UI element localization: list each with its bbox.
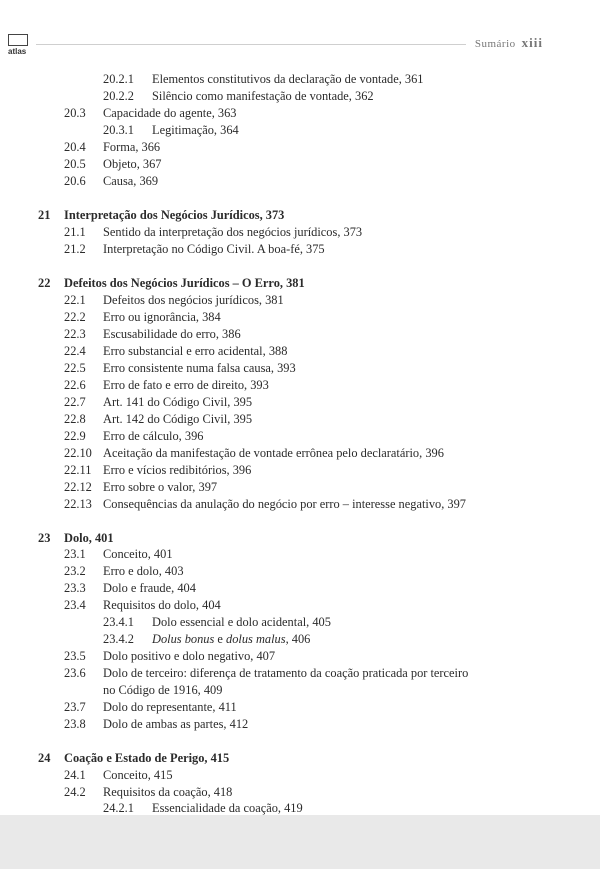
toc-entry-number: 22.4 <box>64 344 86 358</box>
toc-entry-title: Erro de cálculo, 396 <box>103 429 204 443</box>
toc-entry-number: 20.3.1 <box>103 123 134 137</box>
toc-entry-number: 23.5 <box>64 649 86 663</box>
toc-entry-title: Erro ou ignorância, 384 <box>103 310 221 324</box>
toc-entry-number: 24.2.1 <box>103 801 134 815</box>
toc-entry-number: 24.2 <box>64 785 86 799</box>
toc-entry-number: 23.7 <box>64 700 86 714</box>
toc-chapter-title: Defeitos dos Negócios Jurídicos – O Erro, 381 <box>64 276 305 290</box>
toc-entry-number: 23.8 <box>64 717 86 731</box>
toc-entry-title: Aceitação da manifestação de vontade errônea pelo declaratário, 396 <box>103 446 444 460</box>
toc-entry-number: 21.1 <box>64 225 86 239</box>
toc-entry-number: 22.11 <box>64 463 92 477</box>
toc-entry-title: Causa, 369 <box>103 174 159 188</box>
publisher-logo-mark <box>8 34 28 46</box>
toc-entry-title: Dolo de terceiro: diferença de tratamento da coação praticada por terceiro <box>103 666 469 680</box>
toc-entry-number: 20.4 <box>64 140 86 154</box>
toc-chapter-title: Interpretação dos Negócios Jurídicos, 373 <box>64 208 285 222</box>
toc-entry-title: Consequências da anulação do negócio por erro – interesse negativo, 397 <box>103 497 466 511</box>
publisher-logo <box>8 34 30 58</box>
toc-entry-number: 20.5 <box>64 157 86 171</box>
toc-entry-number: 22.10 <box>64 446 92 460</box>
toc-entry-title: Dolo do representante, 411 <box>103 700 237 714</box>
toc-entry-title: Interpretação no Código Civil. A boa-fé, 375 <box>103 242 325 256</box>
toc-entry-title: Capacidade do agente, 363 <box>103 106 237 120</box>
toc-entry-number: 22.6 <box>64 378 86 392</box>
toc-entry-title-mid: e <box>214 632 227 646</box>
toc-entry-title: Dolo e fraude, 404 <box>103 581 196 595</box>
toc-entry-number: 22.1 <box>64 293 86 307</box>
toc-entry-title-italic: dolus malus <box>226 632 286 646</box>
toc-entry-title: Dolo de ambas as partes, 412 <box>103 717 249 731</box>
toc-chapter-title: Coação e Estado de Perigo, 415 <box>64 751 230 765</box>
toc-entry-title: Erro sobre o valor, 397 <box>103 480 218 494</box>
page-number: xiii <box>521 35 543 50</box>
toc-entry-title-tail: , 406 <box>285 632 311 646</box>
toc-entry-title: Defeitos dos negócios jurídicos, 381 <box>103 293 284 307</box>
toc-entry-number: 23.3 <box>64 581 86 595</box>
toc-entry-title: Art. 141 do Código Civil, 395 <box>103 395 253 409</box>
toc-chapter-number: 24 <box>38 751 51 765</box>
toc-entry-number: 23.4.2 <box>103 632 134 646</box>
toc-entry-number: 23.1 <box>64 547 86 561</box>
toc-entry-title: Erro substancial e erro acidental, 388 <box>103 344 288 358</box>
toc-entry-title: Erro e vícios redibitórios, 396 <box>103 463 252 477</box>
publisher-logo-text: atlas <box>8 47 27 56</box>
toc-chapter-title: Dolo, 401 <box>64 531 114 545</box>
toc-entry-title: Conceito, 415 <box>103 768 173 782</box>
toc-entry-title: Elementos constitutivos da declaração de vontade, 361 <box>152 72 424 86</box>
toc-entry-title: Requisitos da coação, 418 <box>103 785 233 799</box>
toc-entry-number: 22.8 <box>64 412 86 426</box>
toc-entry-number: 22.5 <box>64 361 86 375</box>
toc-entry-title: Art. 142 do Código Civil, 395 <box>103 412 253 426</box>
toc-entry-title-italic: Dolus bonus <box>152 632 215 646</box>
toc-entry-title: Sentido da interpretação dos negócios jurídicos, 373 <box>103 225 363 239</box>
toc-entry-number: 23.4.1 <box>103 615 134 629</box>
toc-entry-title: Erro e dolo, 403 <box>103 564 184 578</box>
toc-entry-title: Escusabilidade do erro, 386 <box>103 327 241 341</box>
toc-entry-title <box>152 631 310 648</box>
toc-chapter-number: 21 <box>38 208 51 222</box>
toc-entry-number: 20.2.2 <box>103 89 134 103</box>
toc-entry-title: Silêncio como manifestação de vontade, 362 <box>152 89 374 103</box>
toc-entry-number: 20.6 <box>64 174 86 188</box>
toc-entry-title: Requisitos do dolo, 404 <box>103 598 221 612</box>
toc-entry-number: 22.9 <box>64 429 86 443</box>
toc-entry-number: 20.2.1 <box>103 72 134 86</box>
toc-entry-number: 23.6 <box>64 666 86 680</box>
toc-entry-title: Dolo positivo e dolo negativo, 407 <box>103 649 276 663</box>
toc-chapter-number: 22 <box>38 276 51 290</box>
toc-chapter-number: 23 <box>38 531 51 545</box>
toc-entry-title: Erro consistente numa falsa causa, 393 <box>103 361 296 375</box>
toc-entry-number: 22.3 <box>64 327 86 341</box>
scan-bottom-margin <box>0 815 600 869</box>
toc-entry-number: 21.2 <box>64 242 86 256</box>
toc-entry-number: 20.3 <box>64 106 86 120</box>
toc-entry-number: 22.13 <box>64 497 92 511</box>
header-rule <box>36 44 466 45</box>
toc-entry-title: Legitimação, 364 <box>152 123 239 137</box>
toc-entry-number: 23.4 <box>64 598 86 612</box>
toc-entry-number: 23.2 <box>64 564 86 578</box>
toc-entry-title: Essencialidade da coação, 419 <box>152 801 303 815</box>
toc-entry-number: 24.1 <box>64 768 86 782</box>
toc-entry-title: Forma, 366 <box>103 140 161 154</box>
toc-entry-title: Dolo essencial e dolo acidental, 405 <box>152 615 331 629</box>
toc-entry-number: 22.2 <box>64 310 86 324</box>
toc-entry-title: Conceito, 401 <box>103 547 173 561</box>
running-head <box>475 35 543 51</box>
toc-entry-number: 22.7 <box>64 395 86 409</box>
running-head-section: Sumário <box>474 38 516 50</box>
toc-entry-number: 22.12 <box>64 480 92 494</box>
toc-entry-title: Erro de fato e erro de direito, 393 <box>103 378 269 392</box>
toc-entry-title-continuation: no Código de 1916, 409 <box>103 683 223 697</box>
toc-entry-title: Objeto, 367 <box>103 157 162 171</box>
